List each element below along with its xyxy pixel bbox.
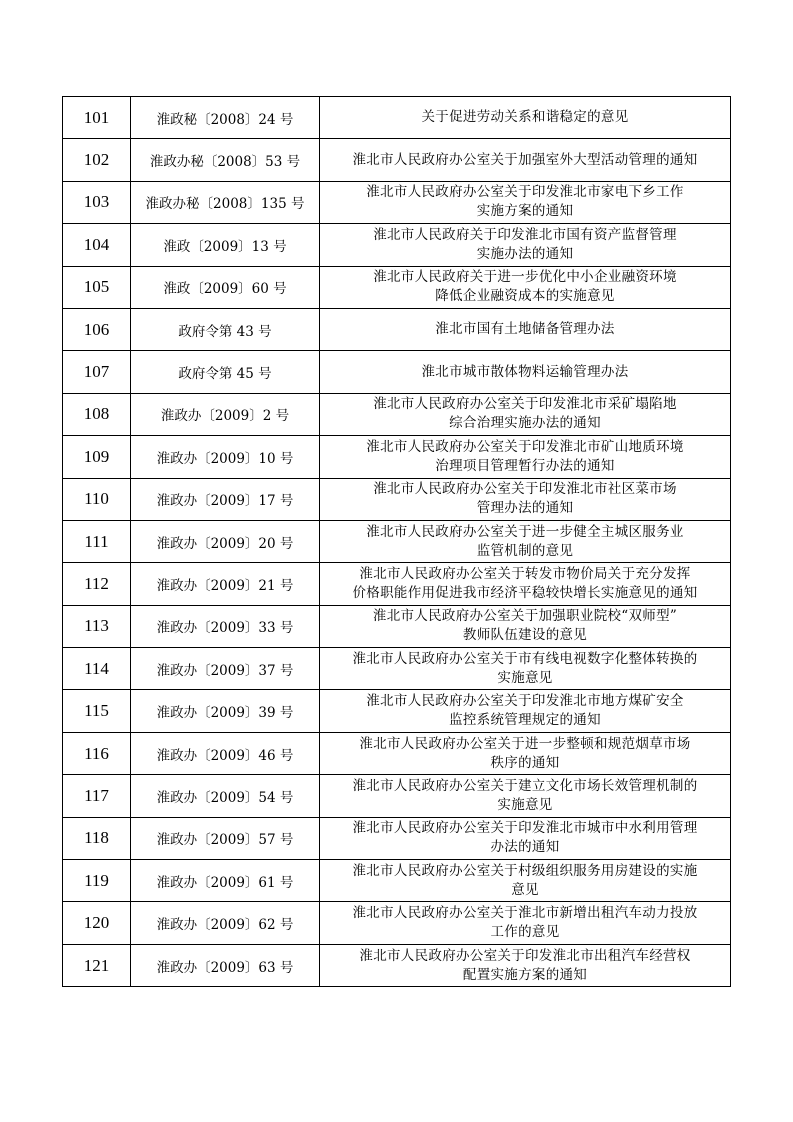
document-table-body	[63, 97, 731, 987]
document-title-line: 监管机制的意见	[476, 542, 574, 559]
document-title	[320, 308, 731, 350]
document-title-line: 监控系统管理规定的通知	[449, 712, 601, 729]
document-number: 淮政办〔2009〕37 号	[131, 648, 320, 690]
document-title	[320, 520, 731, 562]
document-title-line: 实施方案的通知	[476, 203, 574, 220]
document-number: 淮政办〔2009〕20 号	[131, 520, 320, 562]
table-row	[63, 648, 731, 690]
row-number: 111	[63, 520, 131, 562]
document-title-line: 配置实施方案的通知	[462, 966, 588, 983]
document-number: 淮政办秘〔2008〕53 号	[131, 139, 320, 181]
document-title	[320, 393, 731, 435]
document-title	[320, 648, 731, 690]
document-title-line: 淮北市人民政府办公室关于印发淮北市地方煤矿安全	[366, 693, 684, 710]
row-number: 120	[63, 902, 131, 944]
document-title-line: 关于促进劳动关系和谐稳定的意见	[421, 109, 629, 126]
document-title-line: 淮北市人民政府办公室关于加强职业院校“双师型”	[372, 608, 678, 625]
document-title-line: 淮北市人民政府关于印发淮北市国有资产监督管理	[373, 226, 677, 243]
document-title	[320, 775, 731, 817]
row-number: 113	[63, 605, 131, 647]
document-number: 淮政办〔2009〕61 号	[131, 860, 320, 902]
row-number: 118	[63, 817, 131, 859]
document-number: 淮政办〔2009〕63 号	[131, 944, 320, 986]
row-number: 104	[63, 224, 131, 266]
document-title-line: 淮北市人民政府办公室关于加强室外大型活动管理的通知	[352, 151, 698, 168]
document-title-line: 工作的意见	[490, 924, 560, 941]
document-title-line: 淮北市人民政府办公室关于印发淮北市家电下乡工作	[366, 184, 684, 201]
document-title	[320, 944, 731, 986]
document-number: 淮政秘〔2008〕24 号	[131, 97, 320, 139]
table-row	[63, 181, 731, 223]
table-row	[63, 139, 731, 181]
document-title-line: 淮北市人民政府办公室关于进一步健全主城区服务业	[366, 523, 684, 540]
document-title-line: 降低企业融资成本的实施意见	[435, 288, 615, 305]
document-title	[320, 181, 731, 223]
document-title	[320, 436, 731, 478]
table-row	[63, 351, 731, 393]
document-title-line: 实施意见	[497, 669, 553, 686]
table-row	[63, 393, 731, 435]
document-number: 淮政办〔2009〕17 号	[131, 478, 320, 520]
document-number: 政府令第 45 号	[131, 351, 320, 393]
row-number: 114	[63, 648, 131, 690]
document-title-line: 淮北市人民政府办公室关于印发淮北市社区菜市场	[373, 481, 677, 498]
document-number: 淮政办〔2009〕57 号	[131, 817, 320, 859]
document-title	[320, 902, 731, 944]
document-table	[62, 96, 731, 987]
document-title-line: 淮北市国有土地储备管理办法	[435, 321, 615, 338]
document-number: 淮政办〔2009〕39 号	[131, 690, 320, 732]
document-number: 淮政〔2009〕13 号	[131, 224, 320, 266]
table-row	[63, 817, 731, 859]
document-title-line: 淮北市人民政府办公室关于村级组织服务用房建设的实施	[352, 862, 698, 879]
row-number: 101	[63, 97, 131, 139]
table-row	[63, 266, 731, 308]
document-title-line: 淮北市人民政府办公室关于印发淮北市矿山地质环境	[366, 438, 684, 455]
document-title-line: 秩序的通知	[490, 754, 560, 771]
document-title-line: 淮北市人民政府办公室关于淮北市新增出租汽车动力投放	[352, 905, 698, 922]
document-title	[320, 860, 731, 902]
table-row	[63, 775, 731, 817]
document-title-line: 实施意见	[497, 796, 553, 813]
document-title-line: 综合治理实施办法的通知	[449, 415, 601, 432]
row-number: 102	[63, 139, 131, 181]
row-number: 115	[63, 690, 131, 732]
row-number: 106	[63, 308, 131, 350]
document-title	[320, 224, 731, 266]
document-title-line: 淮北市人民政府办公室关于建立文化市场长效管理机制的	[352, 777, 698, 794]
table-row	[63, 690, 731, 732]
row-number: 119	[63, 860, 131, 902]
row-number: 108	[63, 393, 131, 435]
document-title	[320, 139, 731, 181]
document-number: 淮政〔2009〕60 号	[131, 266, 320, 308]
row-number: 121	[63, 944, 131, 986]
document-number: 淮政办〔2009〕46 号	[131, 732, 320, 774]
document-number: 淮政办〔2009〕21 号	[131, 563, 320, 605]
document-number: 政府令第 43 号	[131, 308, 320, 350]
document-title-line: 淮北市人民政府关于进一步优化中小企业融资环境	[373, 269, 677, 286]
document-title-line: 实施办法的通知	[476, 245, 574, 262]
document-title-line: 淮北市城市散体物料运输管理办法	[421, 363, 629, 380]
row-number: 110	[63, 478, 131, 520]
document-title-line: 淮北市人民政府办公室关于印发淮北市出租汽车经营权	[359, 947, 691, 964]
table-row	[63, 944, 731, 986]
document-number: 淮政办秘〔2008〕135 号	[131, 181, 320, 223]
document-number: 淮政办〔2009〕33 号	[131, 605, 320, 647]
document-title	[320, 563, 731, 605]
document-title-line: 价格职能作用促进我市经济平稳较快增长实施意见的通知	[352, 584, 698, 601]
document-number: 淮政办〔2009〕62 号	[131, 902, 320, 944]
document-title-line: 淮北市人民政府办公室关于进一步整顿和规范烟草市场	[359, 735, 691, 752]
document-title	[320, 97, 731, 139]
row-number: 103	[63, 181, 131, 223]
document-title	[320, 732, 731, 774]
document-number: 淮政办〔2009〕54 号	[131, 775, 320, 817]
document-number: 淮政办〔2009〕10 号	[131, 436, 320, 478]
document-title	[320, 266, 731, 308]
row-number: 116	[63, 732, 131, 774]
document-title-line: 淮北市人民政府办公室关于印发淮北市城市中水利用管理	[352, 820, 698, 837]
document-title-line: 淮北市人民政府办公室关于转发市物价局关于充分发挥	[359, 565, 691, 582]
table-row	[63, 478, 731, 520]
table-row	[63, 436, 731, 478]
document-title-line: 治理项目管理暂行办法的通知	[435, 457, 615, 474]
document-title-line: 管理办法的通知	[476, 500, 574, 517]
row-number: 112	[63, 563, 131, 605]
document-title-line: 办法的通知	[490, 839, 560, 856]
document-title	[320, 605, 731, 647]
table-row	[63, 224, 731, 266]
document-title-line: 意见	[511, 881, 539, 898]
table-row	[63, 563, 731, 605]
document-title	[320, 690, 731, 732]
row-number: 105	[63, 266, 131, 308]
document-title-line: 淮北市人民政府办公室关于印发淮北市采矿塌陷地	[373, 396, 677, 413]
row-number: 109	[63, 436, 131, 478]
row-number: 107	[63, 351, 131, 393]
document-title	[320, 478, 731, 520]
row-number: 117	[63, 775, 131, 817]
table-row	[63, 308, 731, 350]
document-title	[320, 817, 731, 859]
table-row	[63, 860, 731, 902]
document-title-line: 淮北市人民政府办公室关于市有线电视数字化整体转换的	[352, 650, 698, 667]
table-row	[63, 605, 731, 647]
table-row	[63, 520, 731, 562]
table-row	[63, 732, 731, 774]
document-title-line: 教师队伍建设的意见	[462, 627, 588, 644]
document-title	[320, 351, 731, 393]
table-row	[63, 97, 731, 139]
document-number: 淮政办〔2009〕2 号	[131, 393, 320, 435]
table-row	[63, 902, 731, 944]
